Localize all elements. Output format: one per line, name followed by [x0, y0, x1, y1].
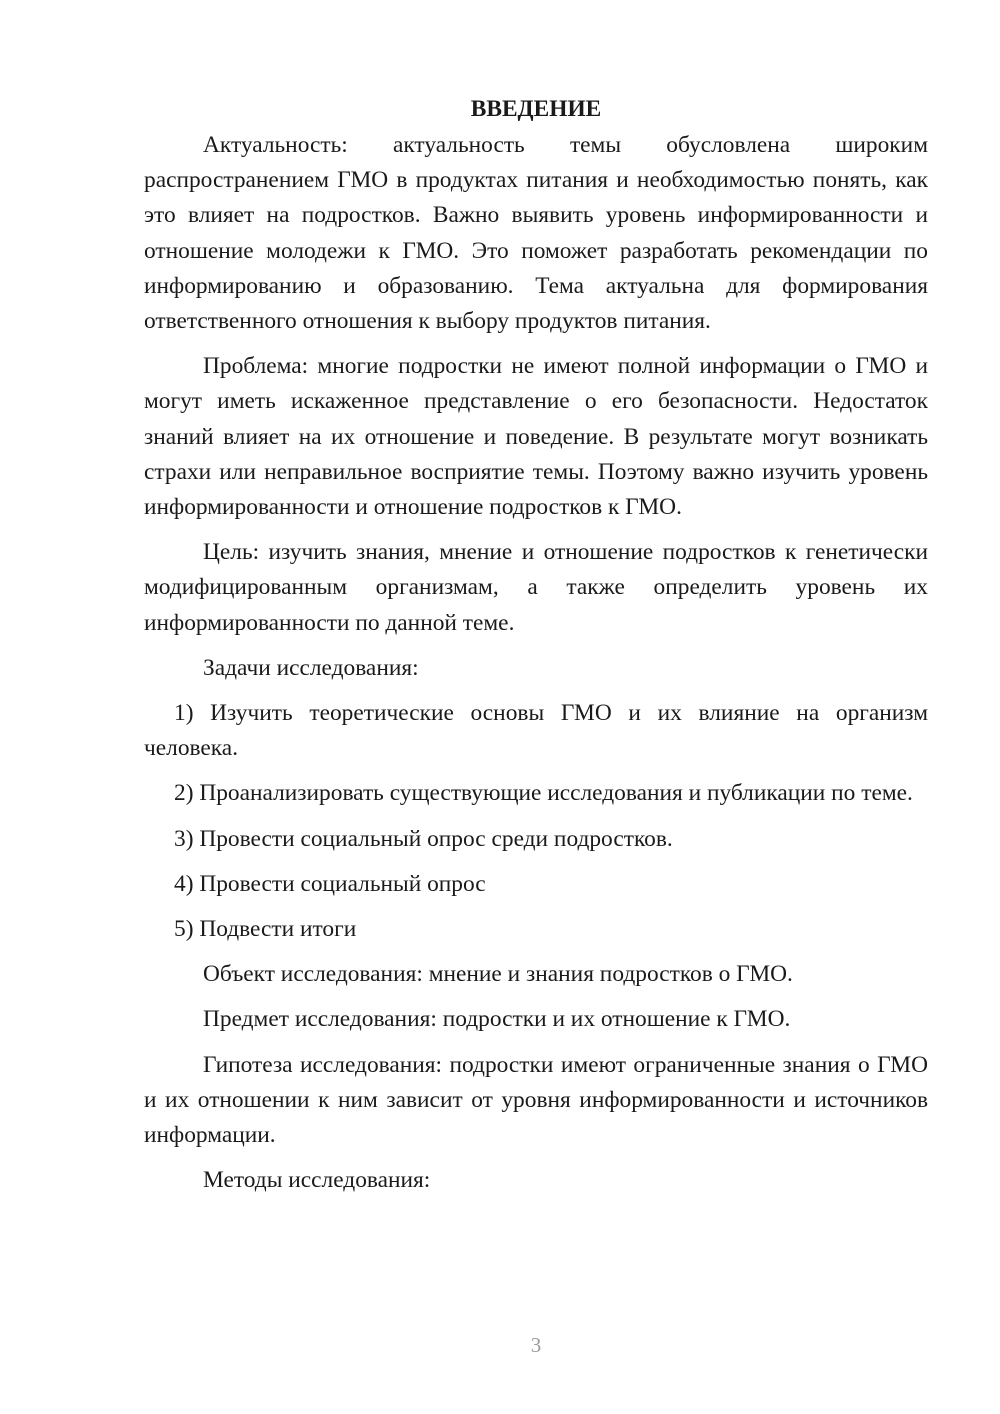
task-item-5: 5) Подвести итоги — [174, 916, 357, 943]
relevance-paragraph: Актуальность: актуальность темы обусловлена широким распространением ГМО в продуктах питания и необходимостью понять, как это влияет на подростков. Важно выявить уровень информированности и отношение молодежи к ГМО. Это поможет разработать рекомендации по информированию и образованию. Тема актуальна для формирования ответственного отношения к выбору продуктов питания. — [144, 132, 928, 335]
hypothesis-paragraph: Гипотеза исследования: подростки имеют ограниченные знания о ГМО и их отношении к ним зависит от уровня информированности и источников информации. — [144, 1051, 928, 1149]
section-heading: ВВЕДЕНИЕ — [470, 96, 602, 122]
task-item-3: 3) Провести социальный опрос среди подростков. — [174, 825, 673, 852]
object-paragraph: Объект исследования: мнение и знания подростков о ГМО. — [203, 961, 793, 988]
task-item-4: 4) Провести социальный опрос — [174, 870, 486, 897]
page-content — [144, 92, 928, 1208]
task-item-1: 1) Изучить теоретические основы ГМО и их влияние на организм человека. — [144, 700, 928, 762]
task-item-2: 2) Проанализировать существующие исследования и публикации по теме. — [174, 780, 913, 807]
goal-paragraph: Цель: изучить знания, мнение и отношение подростков к генетически модифицированным организмам, а также определить уровень их информированности по данной теме. — [144, 539, 928, 636]
methods-title: Методы исследования: — [203, 1167, 431, 1194]
problem-paragraph: Проблема: многие подростки не имеют полной информации о ГМО и могут иметь искаженное представление о его безопасности. Недостаток знаний влияет на их отношение и поведение. В результате могут возникать страхи или неправильное восприятие темы. Поэтому важно изучить уровень информированности и отношение подростков к ГМО. — [144, 353, 928, 521]
subject-paragraph: Предмет исследования: подростки и их отношение к ГМО. — [203, 1006, 791, 1033]
tasks-title: Задачи исследования: — [203, 654, 419, 681]
page-number: 3 — [530, 1333, 542, 1357]
